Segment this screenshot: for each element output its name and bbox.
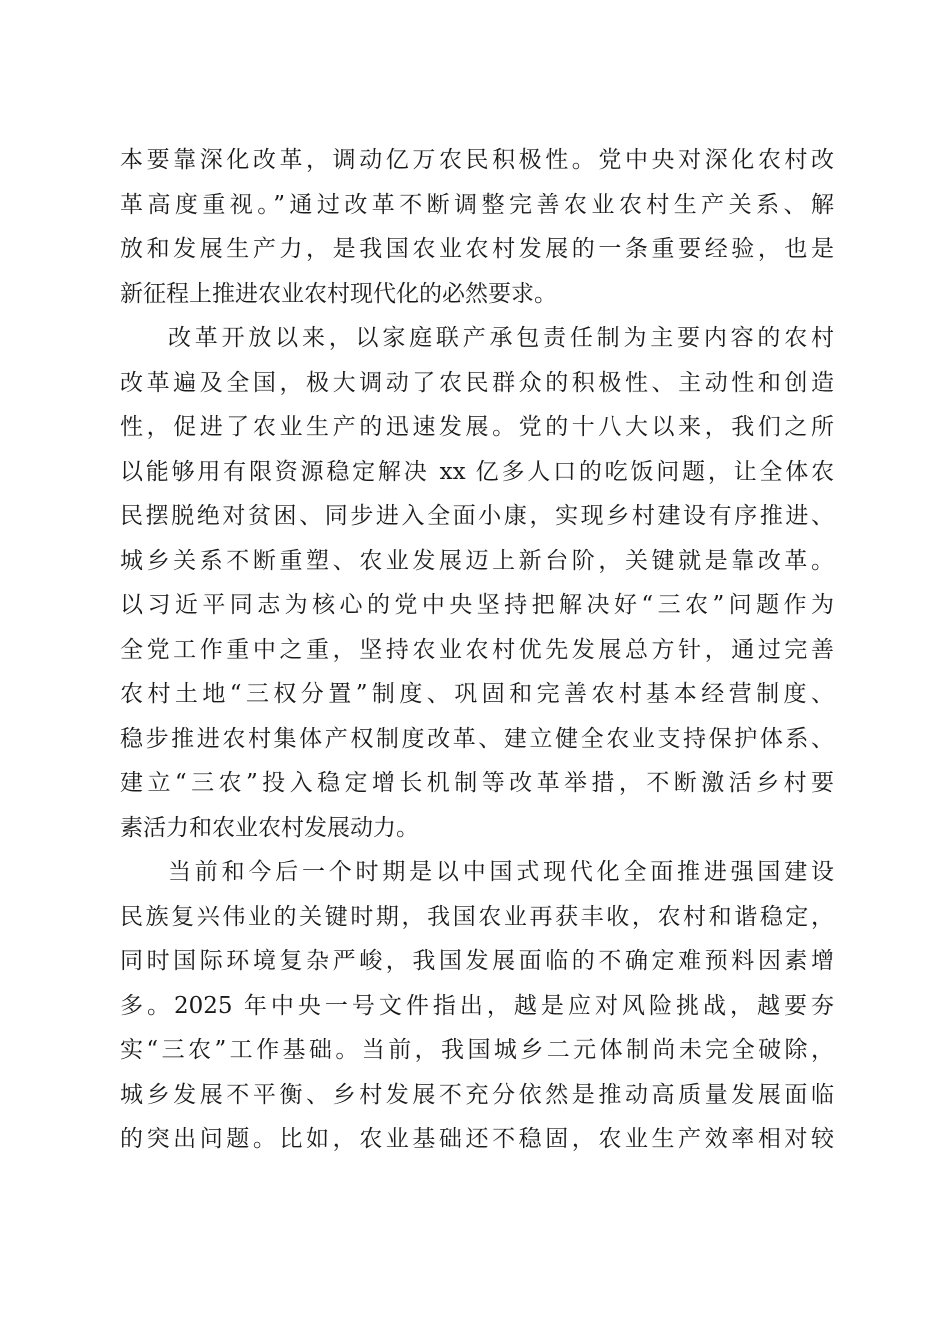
- paragraph-2: [120, 316, 834, 850]
- text-line: 的突出问题。比如，农业基础还不稳固，农业生产效率相对较: [120, 1126, 834, 1152]
- text-line: 实“三农”工作基础。当前，我国城乡二元体制尚未完全破除，: [120, 1037, 834, 1063]
- text-line: 素活力和农业农村发展动力。: [120, 814, 419, 841]
- text-line: 多。2025 年中央一号文件指出，越是应对风险挑战，越要夯: [120, 992, 834, 1019]
- text-line: 城乡发展不平衡、乡村发展不充分依然是推动高质量发展面临: [120, 1081, 834, 1108]
- text-line: 本要靠深化改革，调动亿万农民积极性。党中央对深化农村改: [120, 147, 834, 173]
- body-text: [120, 138, 834, 1162]
- text-line: 改革开放以来，以家庭联产承包责任制为主要内容的农村: [168, 325, 834, 351]
- paragraph-3: [120, 850, 834, 1162]
- text-line: 全党工作重中之重，坚持农业农村优先发展总方针，通过完善: [120, 636, 834, 663]
- text-line: 民族复兴伟业的关键时期，我国农业再获丰收，农村和谐稳定，: [120, 903, 834, 930]
- text-line: 当前和今后一个时期是以中国式现代化全面推进强国建设: [168, 859, 834, 885]
- text-line: 放和发展生产力，是我国农业农村发展的一条重要经验，也是: [120, 236, 834, 262]
- text-line: 以能够用有限资源稳定解决 xx 亿多人口的吃饭问题，让全体农: [120, 458, 834, 485]
- text-line: 新征程上推进农业农村现代化的必然要求。: [120, 280, 557, 307]
- text-line: 革高度重视。”通过改革不断调整完善农业农村生产关系、解: [120, 191, 834, 218]
- text-line: 以习近平同志为核心的党中央坚持把解决好“三农”问题作为: [120, 592, 834, 618]
- text-line: 性，促进了农业生产的迅速发展。党的十八大以来，我们之所: [120, 414, 834, 440]
- text-line: 城乡关系不断重塑、农业发展迈上新台阶，关键就是靠改革。: [120, 547, 834, 574]
- text-line: 建立“三农”投入稳定增长机制等改革举措，不断激活乡村要: [120, 770, 834, 796]
- text-line: 民摆脱绝对贫困、同步进入全面小康，实现乡村建设有序推进、: [120, 503, 834, 529]
- text-line: 稳步推进农村集体产权制度改革、建立健全农业支持保护体系、: [120, 725, 834, 752]
- text-line: 改革遍及全国，极大调动了农民群众的积极性、主动性和创造: [120, 369, 834, 396]
- paragraph-1: [120, 138, 834, 316]
- text-line: 农村土地“三权分置”制度、巩固和完善农村基本经营制度、: [120, 681, 834, 707]
- text-line: 同时国际环境复杂严峻，我国发展面临的不确定难预料因素增: [120, 948, 834, 974]
